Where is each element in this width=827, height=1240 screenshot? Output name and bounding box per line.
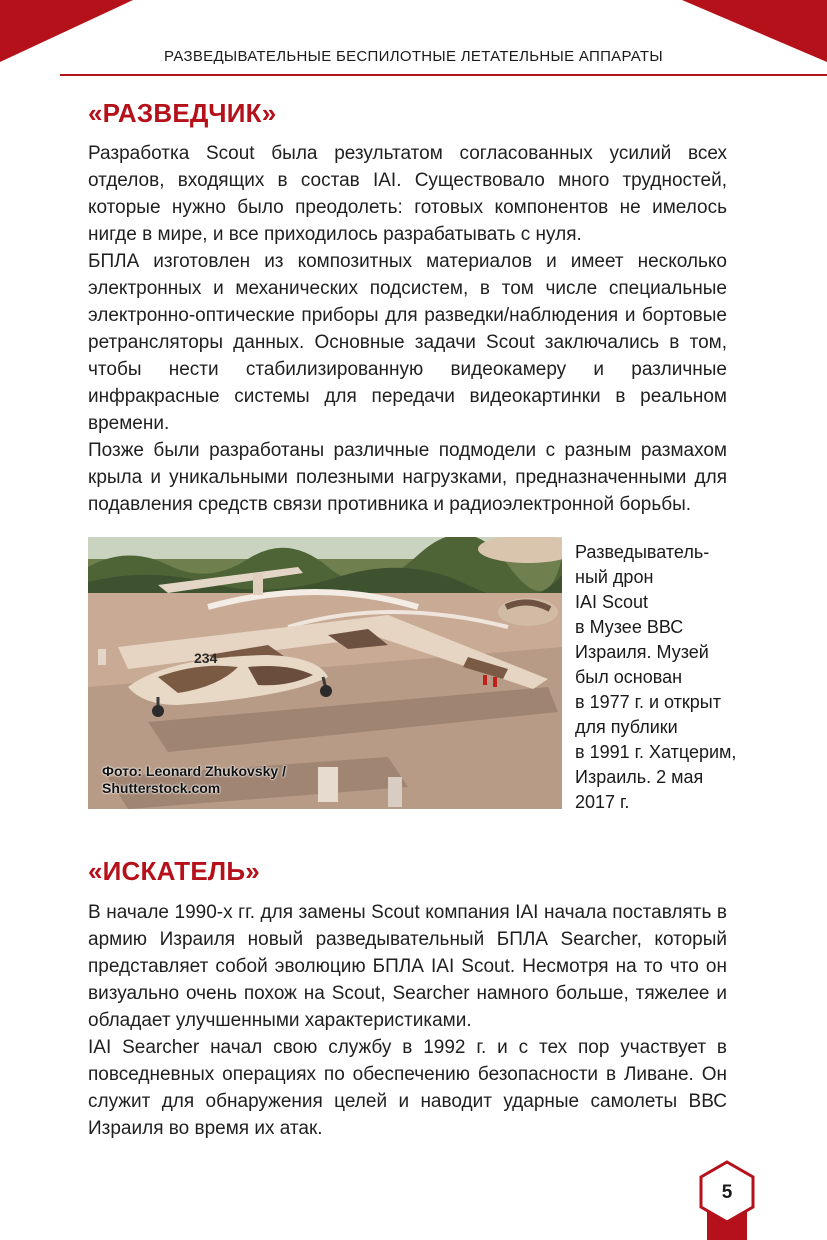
caption-line: Израиль. 2 мая: [575, 767, 704, 787]
drone-number-label: 234: [194, 650, 218, 666]
caption-line: в 1977 г. и открыт: [575, 692, 721, 712]
photo-credit-line: Фото: Leonard Zhukovsky /: [102, 763, 286, 779]
drone-photo: [88, 537, 562, 809]
section-body-scout: [88, 140, 727, 518]
paragraph: БПЛА изготовлен из композитных материалов и имеет несколько электронных и механических подсистем, в том числе специальные электронно-оптические приборы для разведки/наблюдения и бортовые ретрансляторы данных. Основные задачи Scout заключались в том, чтобы нести стабилизированную видеокамеру и различные инфракрасные системы для передачи видеокартинки в реальном времени.: [88, 251, 727, 434]
paragraph: IAI Searcher начал свою службу в 1992 г. и с тех пор участвует в повседневных операциях по обеспечению безопасности в Ливане. Он служит для обнаружения целей и наводит ударные самолеты ВВС Израиля во время их атак.: [88, 1037, 727, 1139]
paragraph: В начале 1990-х гг. для замены Scout компания IAI начала поставлять в армию Израиля новый разведывательный БПЛА Searcher, который представляет собой эволюцию БПЛА IAI Scout. Несмотря на то что он визуально очень похож на Scout, Searcher намного больше, тяжелее и обладает улучшенными характеристиками.: [88, 902, 727, 1031]
caption-line: 2017 г.: [575, 792, 630, 812]
header-rule: [60, 74, 827, 76]
page-number-badge: [699, 1160, 755, 1240]
running-header: РАЗВЕДЫВАТЕЛЬНЫЕ БЕСПИЛОТНЫЕ ЛЕТАТЕЛЬНЫЕ АППАРАТЫ: [164, 48, 663, 65]
photo-credit: [102, 763, 286, 797]
caption-line: ный дрон: [575, 567, 654, 587]
photo-caption: [575, 540, 755, 815]
caption-line: был основан: [575, 667, 683, 687]
caption-line: для публики: [575, 717, 678, 737]
paragraph: Позже были разработаны различные подмодели с разным размахом крыла и уникальными полезными нагрузками, предназначенными для подавления средств связи противника и радиоэлектронной борьбы.: [88, 440, 727, 515]
caption-line: IAI Scout: [575, 592, 649, 612]
caption-line: в Музее ВВС: [575, 617, 684, 637]
caption-line: Разведыватель-: [575, 542, 710, 562]
section-title-scout: «РАЗВЕДЧИК»: [88, 98, 277, 128]
caption-line: Израиля. Музей: [575, 642, 709, 662]
paragraph: Разработка Scout была результатом согласованных усилий всех отделов, входящих в состав IAI. Существовало много трудностей, которые нужно было преодолеть: готовых компонентов не имелось нигде в мире, и все приходилось разрабатывать с нуля.: [88, 143, 727, 245]
page-number: 5: [721, 1182, 733, 1203]
section-body-searcher: [88, 899, 727, 1142]
section-title-searcher: «ИСКАТЕЛЬ»: [88, 856, 260, 886]
caption-line: в 1991 г. Хатцерим,: [575, 742, 737, 762]
photo-credit-line: Shutterstock.com: [102, 780, 221, 796]
